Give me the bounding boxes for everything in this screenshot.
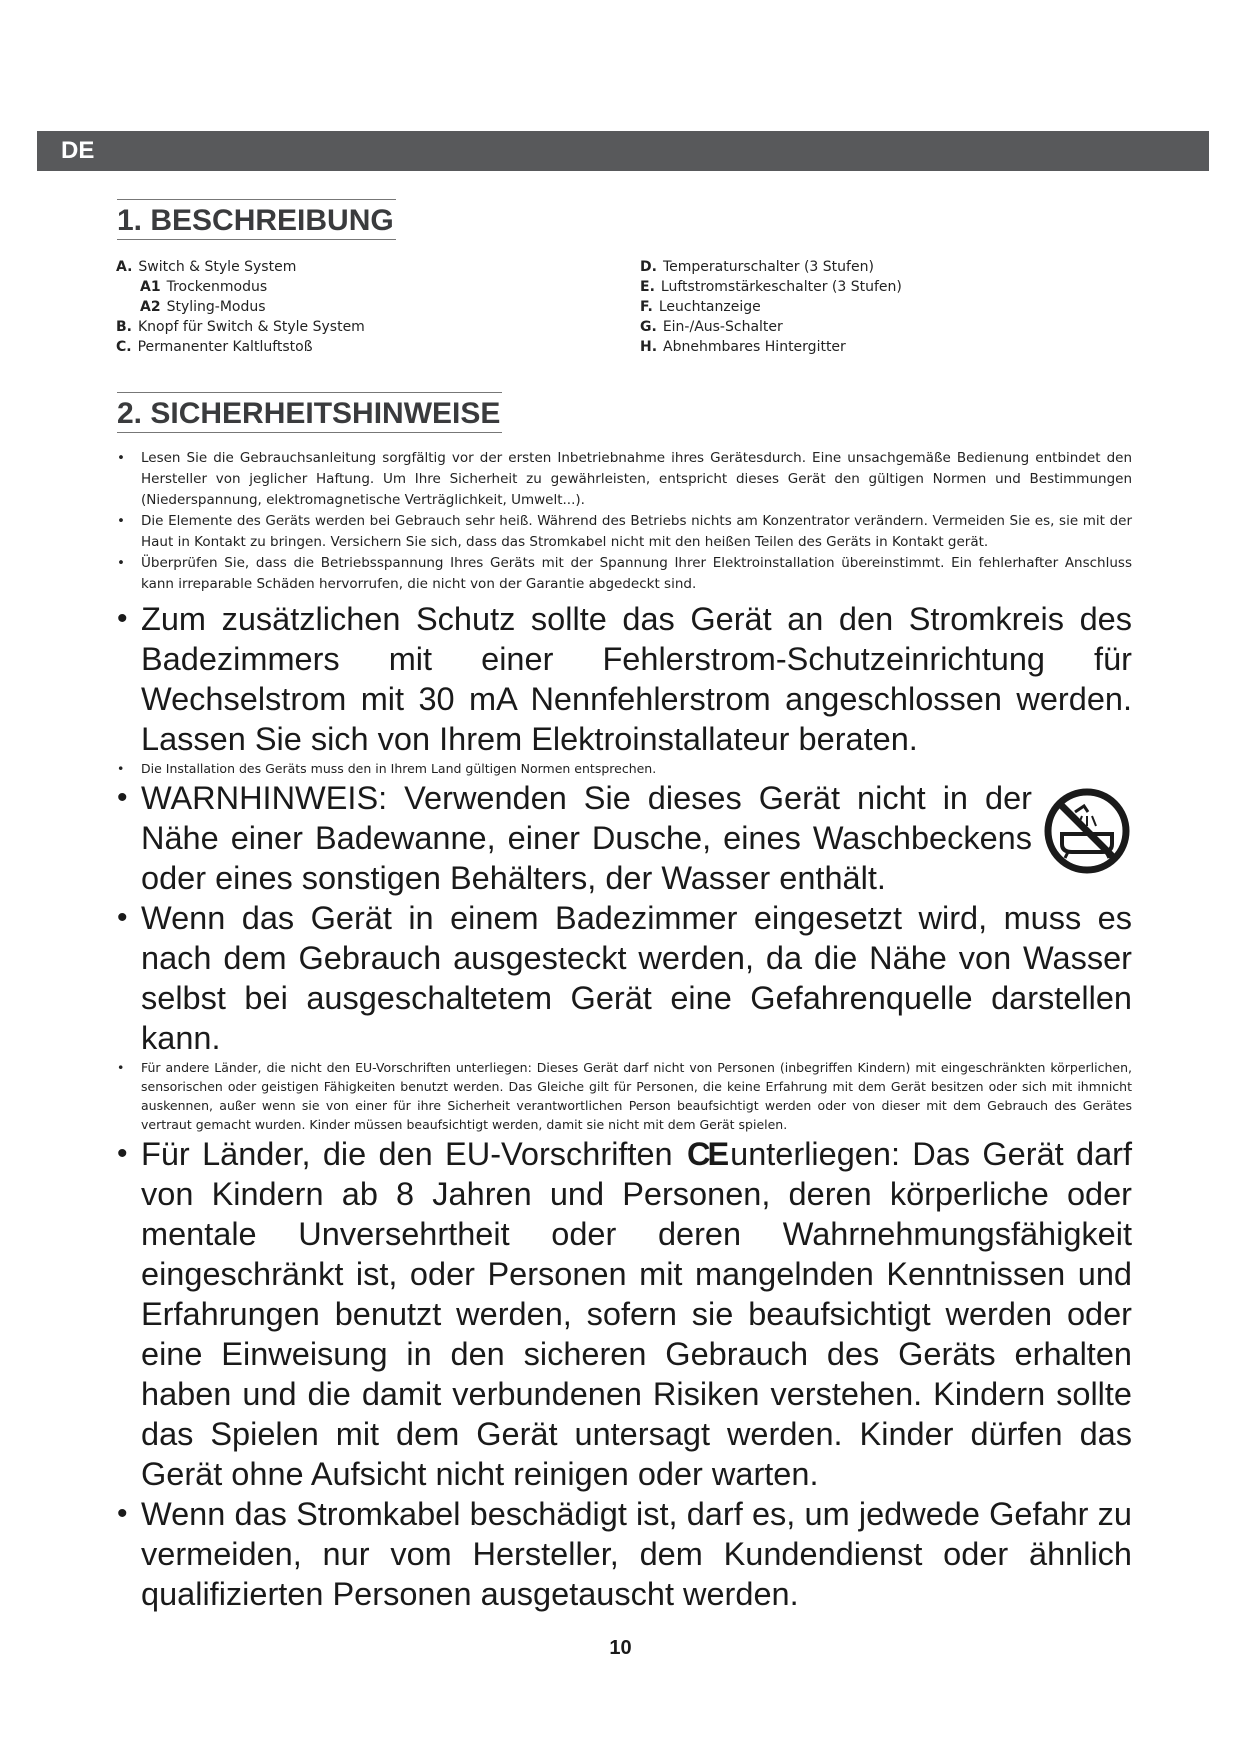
legend-key: E. <box>640 279 655 295</box>
bullet-damaged-cable: • Wenn das Stromkabel beschädigt ist, darf es, um jedwede Gefahr zu vermeiden, nur vom Hersteller, dem Kundendienst oder ähnlich qualifizierten Personen ausgetauscht werden. <box>117 1494 1132 1614</box>
legend-item <box>640 297 1120 317</box>
legend-item <box>116 317 596 337</box>
legend-text: Leuchtanzeige <box>658 299 761 315</box>
warning-block <box>117 778 1132 898</box>
safety-bullet-list <box>117 448 1132 1614</box>
eu-text-start: Für Länder, die den EU-Vorschriften <box>141 1136 673 1172</box>
legend-text: Temperaturschalter (3 Stufen) <box>662 259 874 275</box>
eu-text-rest: unterliegen: Das Gerät darf von Kindern ab 8 Jahren und Personen, deren körperliche oder mentale Unversehrtheit oder deren Wahrnehmungsfähigkeit eingeschränkt ist, oder Personen mit mangelnden Kenntnissen und Erfahrungen benutzt werden, sofern sie beaufsichtigt werden oder eine Einweisung in den sicheren Gebrauch des Geräts erhalten haben und die damit verbundenen Risiken verstehen. Kindern sollte das Spielen mit dem Gerät untersagt werden. Kinder dürfen das Gerät ohne Aufsicht nicht reinigen oder warten. <box>141 1136 1133 1492</box>
bullet-hot-elements: • Die Elemente des Geräts werden bei Gebrauch sehr heiß. Während des Betriebs nichts am Konzentrator verändern. Vermeiden Sie es, sie mit der Haut in Kontakt zu bringen. Versichern Sie sich, dass das Stromkabel nicht mit den heißen Teilen des Geräts in Kontakt gerät. <box>117 511 1132 553</box>
bullet-eu-countries <box>117 1134 1132 1494</box>
bullet-non-eu-countries: • Für andere Länder, die nicht den EU-Vorschriften unterliegen: Dieses Gerät darf nicht von Personen (inbegriffen Kindern) mit eingeschränkten körperlichen, sensorischen oder geistigen Fähigkeiten benutzt werden. Das Gleiche gilt für Personen, die keine Erfahrung mit dem Gerät besitzen oder sich mit ihmnicht auskennen, außer wenn sie von einer für ihre Sicherheit verantwortlichen Person beaufsichtigt werden oder von dieser mit dem Gebrauch des Gerätes vertraut gemacht wurden. Kinder müssen beaufsichtigt werden, damit sie nicht mit dem Gerät spielen. <box>117 1058 1132 1134</box>
legend-key: G. <box>640 319 657 335</box>
language-header-bar <box>37 131 1209 171</box>
legend-key: A2 <box>140 299 161 315</box>
legend-key: C. <box>116 339 132 355</box>
legend-item <box>640 337 1120 357</box>
legend-item <box>640 277 1120 297</box>
legend-right-column <box>640 257 1120 357</box>
legend-key: D. <box>640 259 657 275</box>
legend-item <box>116 277 596 297</box>
legend-item <box>640 317 1120 337</box>
legend-text: Knopf für Switch & Style System <box>138 319 365 335</box>
legend-key: A1 <box>140 279 161 295</box>
legend-left-column <box>116 257 596 357</box>
legend-item <box>640 257 1120 277</box>
legend-key: A. <box>116 259 133 275</box>
bullet-rcd-protection: • Zum zusätzlichen Schutz sollte das Gerät an den Stromkreis des Badezimmers mit einer Fehlerstrom-Schutzeinrichtung für Wechselstrom mit 30 mA Nennfehlerstrom angeschlossen werden. Lassen Sie sich von Ihrem Elektroinstallateur beraten. <box>117 599 1132 759</box>
legend-text: Switch & Style System <box>138 259 297 275</box>
legend-item <box>116 257 596 277</box>
section-title-safety: 2. SICHERHEITSHINWEISE <box>117 392 502 433</box>
bullet-voltage: • Überprüfen Sie, dass die Betriebsspannung Ihres Geräts mit der Spannung Ihrer Elektroinstallation übereinstimmt. Ein fehlerhafter Anschluss kann irreparable Schäden hervorrufen, die nicht von der Garantie abgedeckt sind. <box>117 553 1132 595</box>
bullet-instructions: • Lesen Sie die Gebrauchsanleitung sorgfältig vor der ersten Inbetriebnahme ihres Gerätesdurch. Eine unsachgemäße Bedienung entbindet den Hersteller von jeglicher Haftung. Um Ihre Sicherheit zu gewährleisten, entspricht dieses Gerät den gültigen Normen und Bestimmungen (Niederspannung, elektromagnetische Verträglichkeit, Umwelt...). <box>117 448 1132 511</box>
section-title-description: 1. BESCHREIBUNG <box>117 199 396 240</box>
no-water-bath-icon <box>1042 786 1132 876</box>
bullet-bathroom-unplug: • Wenn das Gerät in einem Badezimmer eingesetzt wird, muss es nach dem Gebrauch ausgesteckt werden, da die Nähe von Wasser selbst bei ausgeschaltetem Gerät eine Gefahrenquelle darstellen kann. <box>117 898 1132 1058</box>
legend-key: H. <box>640 339 658 355</box>
legend-text: Ein-/Aus-Schalter <box>662 319 783 335</box>
legend-text: Styling-Modus <box>166 299 266 315</box>
legend-item <box>116 337 596 357</box>
legend-item <box>116 297 596 317</box>
legend-key: F. <box>640 299 653 315</box>
ce-mark-icon: CE <box>686 1136 727 1172</box>
legend-key: B. <box>116 319 132 335</box>
legend-text: Trockenmodus <box>166 279 268 295</box>
legend-text: Luftstromstärkeschalter (3 Stufen) <box>660 279 902 295</box>
bullet-water-warning: • WARNHINWEIS: Verwenden Sie dieses Gerät nicht in der Nähe einer Badewanne, einer Dusche, eines Waschbeckens oder eines sonstigen Behälters, der Wasser enthält. <box>117 778 1032 898</box>
language-code: DE <box>61 137 95 164</box>
legend-text: Permanenter Kaltluftstoß <box>137 339 313 355</box>
legend-text: Abnehmbares Hintergitter <box>663 339 846 355</box>
page-number: 10 <box>609 1637 632 1659</box>
bullet-installation-norms: • Die Installation des Geräts muss den in Ihrem Land gültigen Normen entsprechen. <box>117 759 1132 778</box>
